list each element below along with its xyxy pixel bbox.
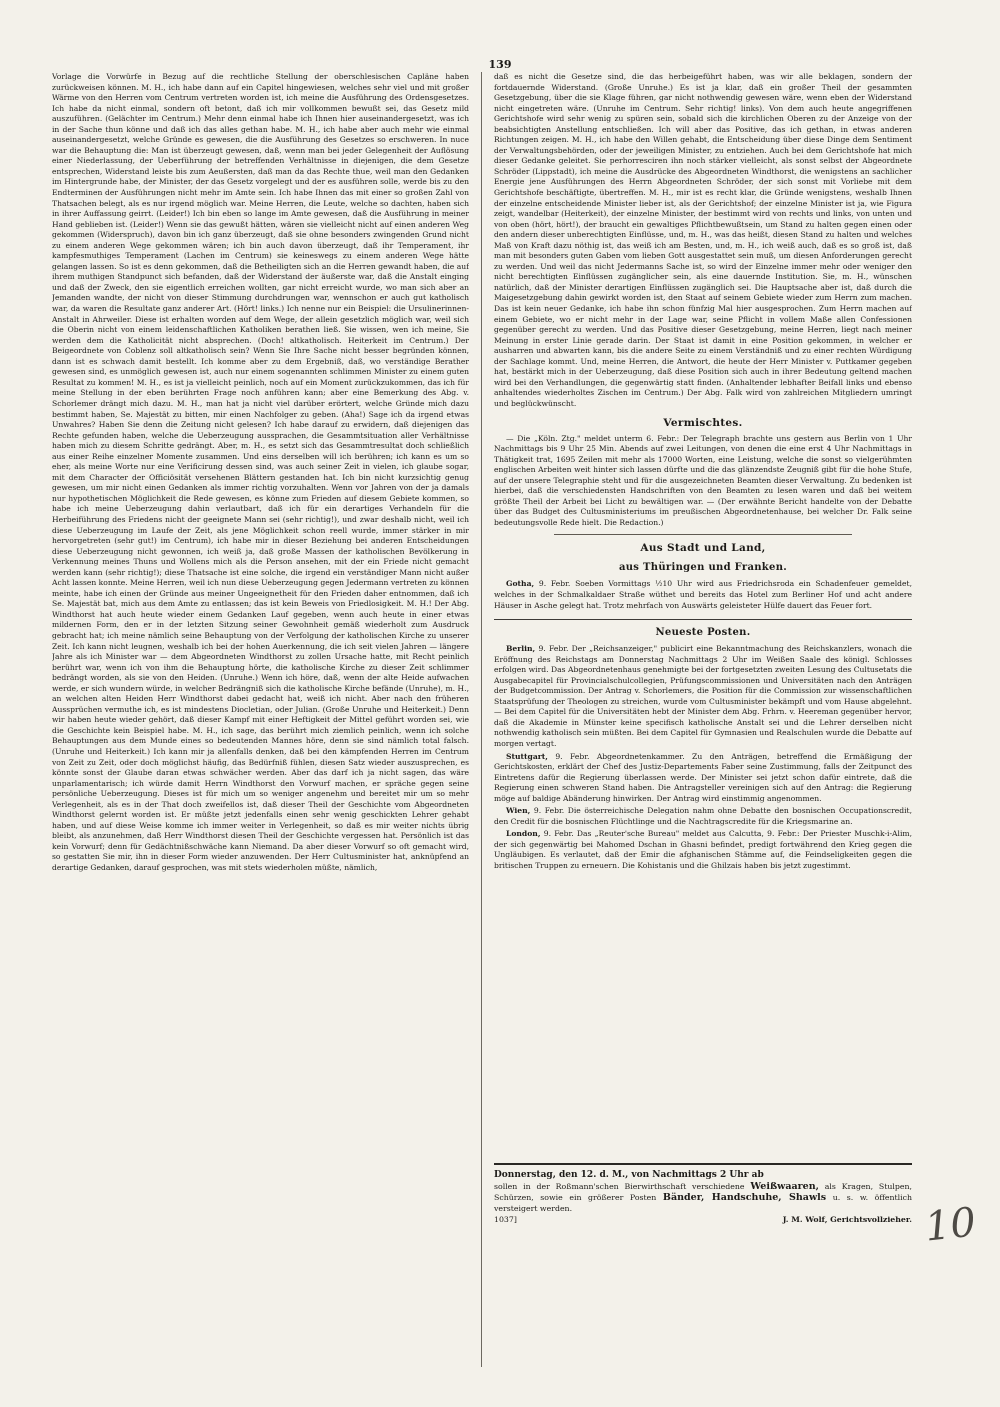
- news-place: Wien,: [506, 806, 531, 816]
- advertisement-heading: Donnerstag, den 12. d. M., von Nachmittags 2 Uhr ab: [494, 1170, 764, 1180]
- news-item: [494, 806, 912, 827]
- news-place: Berlin,: [506, 644, 536, 654]
- advertisement-footer: [494, 1214, 912, 1225]
- advertisement-box: [494, 1163, 912, 1225]
- neueste-posten-heading: Neueste Posten.: [655, 627, 751, 639]
- news-text: 9. Febr. Die österreichische Delegation nahm ohne Debatte den bosnischen Occupationscredit, den Credit für die bosnischen Flüchtlinge und die Nachtragscredite für die Kriegsmarine an.: [494, 806, 912, 826]
- advertisement-text: sollen in der Roßmann'schen Bierwirthschaft verschiedene: [494, 1182, 745, 1191]
- advertisement-goods: Bänder, Handschuhe, Shawls: [662, 1192, 827, 1203]
- news-item: [494, 752, 912, 805]
- advertisement: [494, 1163, 912, 1225]
- left-column: [52, 72, 469, 1384]
- gotha-text: 9. Febr. Soeben Vormittags ½10 Uhr wird aus Friedrichsroda ein Schadenfeuer gemeldet, welches in der Schmalkaldaer Straße wüthet und bereits das Hotel zum Berliner Hof und acht andere Häuser in Asche gelegt hat. Trotz mehrfach von Auswärts geleisteter Hülfe dauert das Feuer fort.: [494, 579, 912, 610]
- right-column: [494, 72, 912, 1172]
- gotha-item: [494, 579, 912, 611]
- news-text: 9. Febr. Der „Reichsanzeiger," publicirt eine Bekanntmachung des Reichskanzlers, wonach die Eröffnung des Reichstags am Donnerstag Nachmittags 2 Uhr im Weißen Saale des königl. Schlosses erfolgen wird. Das Abgeordnetenhaus genehmigte bei der fortgesetzten zweiten Lesung des Cultusetats die Ausgabecapitel für Provincialschulcollegien, Prüfungscommissionen und Universitäten nach den Anträgen der Budgetcommission. Der Antrag v. Schorlemers, die Position für die Commission zur wissenschaftlichen Staatsprüfung der Theologen zu streichen, wurde vom Cultusminister bekämpft und vom Hause abgelehnt. — Bei dem Capitel für die Universitäten hebt der Minister dem Abg. Frhrn. v. Heereman gegenüber hervor, daß die Akademie in Münster keine specifisch katholische Anstalt sei und die Lehrer derselben nicht nothwendig katholisch sein müßten. Bei dem Capitel für Gymnasien und Realschulen wurde die Debatte auf morgen vertagt.: [494, 644, 912, 748]
- news-text: 9. Febr. Abgeordnetenkammer. Zu den Anträgen, betreffend die Ermäßigung der Gerichtskosten, erklärt der Chef des Justiz-Departements Faber seine Zustimmung, falls der Zeitpunct des Eintretens dafür die Regierung überlassen werde. Der Minister sei jetzt schon dafür eintrete, daß die Regierung einen schweren Stand haben. Die Antragsteller vereinigen sich auf den Antrag: die Regierung möge auf baldige Abänderung hinwirken. Der Antrag wird einstimmig angenommen.: [494, 751, 912, 803]
- separator: [554, 534, 852, 535]
- advertisement-text: u. s. w. öffentlich versteigert werden.: [494, 1193, 913, 1213]
- news-text: 9. Febr. Das „Reuter'sche Bureau" meldet aus Calcutta, 9. Febr.: Der Priester Muschk-i-Alim, der sich gegenwärtig bei Mahomed Dschan in Ghasni befindet, predigt fortwährend den Krieg gegen die Ungläubigen. Es verlautet, daß der Emir die afghanischen Stämme auf, die Feindseligkeiten gegen die britischen Truppen zu erneuern. Die Kohistanis und die Ghilzais haben bis jetzt zugestimmt.: [494, 829, 912, 870]
- separator: [494, 619, 912, 620]
- speech-text-left: Vorlage die Vorwürfe in Bezug auf die rechtliche Stellung der oberschlesischen Capläne haben zurückweisen können. M. H., ich habe dann auf ein Capitel hingewiesen, welches sehr viel und mit großer Wärme von den Herren vom Centrum vertreten worden ist, ich meine die Ausführung des Ordensgesetzes. Ich habe da nicht einmal, sondern oft betont, daß ich mir vollkommen bewußt sei, das Gesetz mild auszuführen. (Gelächter im Centrum.) Mehr denn einmal habe ich Ihnen hier auseinandergesetzt, was ich in der Sache thun könne und daß ich das alles gethan habe. M. H., ich habe aber auch mehr wie einmal auseinandergesetzt, welche Gründe es gewesen, die die Ausführung des Gesetzes so erschweren. In nuce war die Behauptung die: Man ist überzeugt gewesen, daß, wenn man bei jeder Gelegenheit der Auflösung einer Niederlassung, der Ueberführung der betreffenden Verhältnisse in diejenigen, die dem Gesetze entsprechen, Widerstand leiste bis zum Aeußersten, daß man da das Rechte thue, weil man den Gedanken im Hintergrunde habe, der Minister, der das Gesetz vorgelegt und der es ausführen solle, werde bis zu den Endterminen der Ausführungen nicht mehr im Amte sein. Ich habe Ihnen das mit einer so großen Zahl von Thatsachen belegt, als es nur irgend möglich war. Meine Herren, die Leute, welche so dachten, haben sich in ihrer Auffassung geirrt. (Leider!) Ich bin eben so lange im Amte gewesen, daß die Ausführung in meiner Hand geblieben ist. (Leider!) Wenn sie das gewußt hätten, wären sie vielleicht nicht auf einen anderen Weg gekommen (Widerspruch), davon bin ich ganz überzeugt, daß sie ohne besonders zwingenden Grund nicht zu einem anderen Wege gekommen wären; ich bin auch davon überzeugt, daß ihr Temperament, ihr kampfesmuthiges Temperament (Lachen im Centrum) sie keineswegs zu einem anderen Wege hätte gelangen lassen. So ist es denn gekommen, daß die Betheiligten sich an die Herren gewandt haben, die auf ihrem muthigen Standpunct sich befanden, daß der Widerstand der äußerste war, daß die Anstalt einging und daß der Zweck, den sie eigentlich erreichen wollten, gar nicht erreicht wurde, wo man sich aber an Jemanden wandte, der nicht von dieser Stimmung durchdrungen war, wennschon er auch gut katholisch war, da waren die Resultate ganz anderer Art. (Hört! links.) Ich nenne nur ein Beispiel: die Ursulinerinnen-Anstalt in Ahrweiler. Diese ist erhalten worden auf dem Wege, der allein gesetzlich möglich war, weil sich die Oberin nicht von einem leidenschaftlichen Katholiken berathen ließ. Sie wissen, wen ich meine, Sie werden dem die Katholicität nicht absprechen. (Doch! altkatholisch. Heiterkeit im Centrum.) Der Beigeordnete von Coblenz soll altkatholisch sein? Wenn Sie Ihre Sache nicht besser begründen können, dann ist es schwach damit bestellt. Ich komme aber zu dem Ergebniß, daß, wo verständige Berather gewesen sind, es unmöglich gewesen ist, auch nur einem sogenannten schlimmen Minister zu einem guten Resultat zu kommen! M. H., es ist ja vielleicht peinlich, noch auf ein Moment zurückzukommen, das ich für meine Stellung in der eben berührten Frage noch anführen kann; aber eine Bemerkung des Abg. v. Schorlemer drängt mich dazu. M. H., man hat ja nicht viel darüber erörtert, welche Gründe mich dazu bestimmt haben, Se. Majestät zu bitten, mir einen Nachfolger zu geben. (Aha!) Sage ich da irgend etwas Unwahres? Haben Sie denn die Zeitung nicht gelesen? Ich habe darauf zu erwidern, daß diejenigen das Rechte gefunden haben, welche die Ueberzeugung aussprachen, die Gesammtsituation aller Verhältnisse haben mich zu diesem Schritte gedrängt. Aber, m. H., es setzt sich das Gesammtresultat doch schließlich aus einer Reihe einzelner Momente zusammen. Und eins derselben will ich berühren; ich kann es um so eher, als meine Worte nur eine Verificirung dessen sind, was auch seiner Zeit in vielen, ich glaube sogar, mit dem Character der Officiösität versehenen Blättern gestanden hat. Ich bin nicht kurzsichtig genug gewesen, um mir nicht einen Gedanken als immer richtig vorzuhalten. Wenn vor Jahren von der ja damals nur hypothetischen Möglichkeit die Rede gewesen, es könne zum Frieden auf diesem Gebiete kommen, so habe ich meine Ueberzeugung dahin verlautbart, daß ich für ein derartiges Verhandeln für die Herbeiführung des Friedens nicht der geeignete Mann sei (sehr richtig!), und zwar deshalb nicht, weil ich diese Ueberzeugung im Laufe der Zeit, als jene Möglichkeit schon reell wurde, immer stärker in mir hervorgetreten (sehr gut!) im Centrum), ich habe mir in dieser Beziehung bei anderen Entscheidungen diese Ueberzeugung nicht gewonnen, ich weiß ja, daß große Massen der katholischen Bevölkerung in Verkennung meines Thuns und Wollens mich als die Person ansehen, mit der ein Friede nicht gemacht werden kann (sehr richtig!); diese Thatsache ist eine solche, die irgend ein verständiger Mann nicht außer Acht lassen konnte. Meine Herren, weil ich nun diese Ueberzeugung gegen Jedermann vertreten zu können meinte, habe ich einen der Gründe aus meiner Ungeeignetheit für den Frieden daher entnommen, daß ich Se. Majestät bat, mich aus dem Amte zu entlassen; das ist kein Beweis von Friedlosigkeit. M. H.! Der Abg. Windthorst hat auch heute wieder einem Gedanken Lauf gegeben, wenn auch heute in einer etwas mildernen Form, den er in der letzten Sitzung seiner Gewohnheit gemäß wiederholt zum Ausdruck gebracht hat; ich meine nämlich seine Behauptung von der Verfolgung der katholischen Kirche zu unserer Zeit. Ich kann nicht leugnen, weshalb ich bei der hohen Auerkennung, die ich seit vielen Jahren — längere Jahre als ich Minister war — dem Abgeordneten Windthorst zu zollen Ursache hatte, mit Recht peinlich berührt war, wenn ich von ihm die Behauptung hörte, die katholische Kirche zu dieser Zeit schlimmer bedrängt worden, als sie von den Heiden. (Unruhe.) Wenn ich höre, daß, wenn der alte Heide aufwachen werde, er sich wundern würde, in welcher Bedrängniß sich die katholische Kirche befände (Unruhe), m. H., an welchen alten Heiden Herr Windthorst dabei gedacht hat, weiß ich nicht. Aber nach den früheren Aussprüchen vermuthe ich, es ist mindestens Diocletian, oder Julian. (Große Unruhe und Heiterkeit.) Denn wir haben heute wieder gehört, daß dieser Kampf mit einer Heftigkeit der Mittel geführt worden sei, wie die Geschichte kein Beispiel habe. M. H., ich sage, das berührt mich ziemlich peinlich, wenn ich solche Behauptungen aus dem Munde eines so bedeutenden Mannes höre, denn sie sind nämlich total falsch. (Unruhe und Heiterkeit.) Ich kann mir ja allenfalls denken, daß bei den kämpfenden Herren im Centrum von Zeit zu Zeit, oder doch möglichst häufig, das Bedürfniß fühlen, diesen Satz wieder auszusprechen, es könnte sonst der Glaube daran etwas schwächer werden. Aber das darf ich ja nicht sagen, das wäre unparlamentarisch; ich würde damit Herrn Windthorst den Vorwurf machen, er spräche gegen seine persönliche Ueberzeugung. Dieses ist für mich um so weniger angenehm und bereitet mir um so mehr Verlegenheit, als es in der That doch zweifellos ist, daß dieser Theil der Geschichte vom Abgeordneten Windthorst gelernt worden ist. Er müßte jetzt jedenfalls einen sehr wenig geschickten Lehrer gehabt haben, und auf diese Weise komme ich immer weiter in Verlegenheit, so daß es mir weiter nichts übrig bleibt, als anzunehmen, daß Herr Windthorst diesen Theil der Geschichte vergessen hat. Persönlich ist das kein Vorwurf; denn für Gedächtnißschwäche kann Niemand. Da aber dieser Vorwurf so oft gemacht wird, so gestatten Sie mir, ihn in dieser Form wieder anzuwenden. Der Herr Cultusminister hat, anknüpfend an derartige Gedanken, darauf gesprochen, was mit stets wiederholen müßte, nämlich,: [52, 72, 469, 873]
- stadt-land-subheading: aus Thüringen und Franken.: [618, 562, 788, 574]
- advertisement-signature: J. M. Wolf, Gerichtsvollzieher.: [782, 1215, 912, 1224]
- vermischtes-text: — Die „Köln. Ztg." meldet unterm 6. Febr.: Der Telegraph brachte uns gestern aus Berlin von 1 Uhr Nachmittags bis 9 Uhr 25 Min. Abends auf zwei Leitungen, von denen die eine erst 4 Uhr Nachmittags in Thätigkeit trat, 1695 Zeilen mit mehr als 17000 Worten, eine Leistung, welche die sonst so vielgerühmten englischen Arbeiten weit hinter sich lassen dürfte und die das glänzendste Zeugniß gibt für die hohe Stufe, auf der unsere Telegraphie steht und für die ausgezeichneten Beamten dieser Verwaltung. Zu bedenken ist hierbei, daß die verschiedensten Handschriften von den Beamten zu lesen waren und daß bei weitem größte Theil der Arbeit bei Licht zu bewältigen war. — (Der erwähnte Bericht handelte von der Debatte über das Budget des Cultusministeriums im preußischen Abgeordnetenhause, bei welcher Dr. Falk seine bedeutungsvolle Rede hielt. Die Redaction.): [494, 433, 912, 527]
- news-item: [494, 829, 912, 871]
- news-place: London,: [506, 829, 541, 839]
- news-place: Stuttgart,: [506, 751, 548, 761]
- page-number: 139: [488, 58, 512, 71]
- gotha-place: Gotha,: [506, 579, 535, 589]
- advertisement-text: als Kragen, Stulpen, Schürzen, sowie ein größerer Posten: [494, 1182, 912, 1202]
- advertisement-number: 1037]: [494, 1215, 517, 1224]
- advertisement-goods: Weißwaaren,: [750, 1181, 819, 1192]
- stadt-land-heading: Aus Stadt und Land,: [640, 542, 766, 555]
- news-item: [494, 644, 912, 749]
- advertisement-body: [494, 1181, 912, 1214]
- column-divider: [481, 72, 482, 1367]
- vermischtes-heading: Vermischtes.: [663, 416, 743, 429]
- handwritten-page-mark: 10: [922, 1199, 979, 1251]
- speech-text-right: daß es nicht die Gesetze sind, die das herbeigeführt haben, was wir alle beklagen, sondern der fortdauernde Widerstand. (Große Unruhe.) Es ist ja klar, daß ein großer Theil der gesammten Gesetzgebung, über die sie Klage führen, gar nicht nothwendig gewesen wäre, wenn eben der Widerstand nicht eingetreten wäre. (Unruhe im Centrum. Sehr richtig! links). Von dem auch heute angegriffenen Gerichtshofe wird sehr wenig zu spüren sein, sobald sich die kirchlichen Oberen zu der Anzeige von der beabsichtigten Anstellung entschließen. Ich will aber das Positive, das ich gethan, in etwas anderen Richtungen zeigen. M. H., ich habe den Willen gehabt, die Entscheidung über diese Dinge dem Sentiment der Verwaltungsbehörden, oder der jeweiligen Minister, zu entziehen. Auch bei dem Gerichtshofe hat mich dieser Gedanke geleitet. Sie perhorresciren ihn noch stärker vielleicht, als sonst selbst der Abgeordnete Schröder (Lippstadt), ich meine die Ausdrücke des Abgeordneten Windthorst, die wenigstens an sachlicher Energie jene Ausführungen des Herrn Abgeordneten Schröder, der sich sonst mit Vorliebe mit dem Gerichtshofe beschäftigte, übertreffen. M. H., mir ist es recht klar, die Gründe wenigstens, weshalb Ihnen der einzelne entscheidende Minister lieber ist, als der Gerichtshof; der einzelne Minister ist ja, wie Figura zeigt, wandelbar (Heiterkeit), der einzelne Minister, der bestimmt wird von rechts und links, von unten und von oben (hört, hört!), der braucht ein gewaltiges Pflichtbewußtsein, um Stand zu halten gegen einen oder den andern dieser unberechtigten Einflüsse, und, m. H., was das heißt, diesen Stand zu halten und welches Maß von Kraft dazu nöthig ist, das weiß ich am Besten, und, m. H., ich weiß auch, daß es so groß ist, daß man mit besonders guten Gaben vom lieben Gott ausgestattet sein muß, um diesen Anforderungen gerecht zu werden. Und weil das nicht Jedermanns Sache ist, so wird der Einzelne immer mehr oder weniger den nicht berechtigten Einflüssen zugänglicher sein, als eine dauernde Institution. Sie, m. H., wünschen natürlich, daß der Minister derartigen Einflüssen zugänglich sei. Die Hauptsache aber ist, daß durch die Maigesetzgebung dahin gewirkt worden ist, den Staat auf seinem Gebiete wieder zum Herrn zum machen. Das ist kein neuer Gedanke, ich habe ihn schon fünfzig Mal hier ausgesprochen. Zum Herrn machen auf einem Gebiete, wo er nicht mehr in der Lage war, seine Pflicht in vollem Maße allen Confessionen gegenüber gerecht zu werden. Und das Positive dieser Gesetzgebung, meine Herren, liegt nach meiner Meinung in erster Linie gerade darin. Der Staat ist damit in eine Position gekommen, in welcher er ausharren und abwarten kann, bis die andere Seite zu einem Verständniß und zu einer rechten Würdigung der Sachlage kommt. Und, meine Herren, die Antwort, die heute der Herr Minister v. Puttkamer gegeben hat, bestärkt mich in der Ueberzeugung, daß diese Position sich auch in ihrer Bedeutung geltend machen wird bei den Verhandlungen, die gegenwärtig statt finden. (Anhaltender lebhafter Beifall links und ebenso anhaltendes wiederholtes Zischen im Centrum.) Der Abg. Falk wird von zahlreichen Mitgliedern umringt und beglückwünscht.: [494, 72, 912, 408]
